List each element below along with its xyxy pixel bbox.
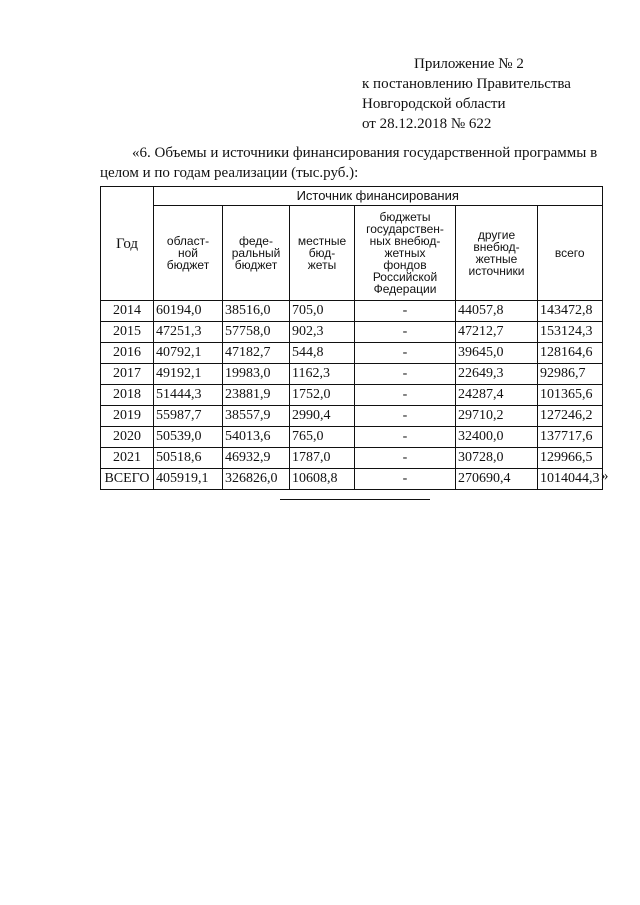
other-sources-cell: 39645,0 [456,343,538,364]
regional-budget-cell: 47251,3 [154,322,223,343]
year-cell: 2017 [101,364,154,385]
local-budgets-cell: 1752,0 [290,385,355,406]
federal-budget-cell: 326826,0 [223,469,290,490]
closing-quote: » [601,468,609,484]
year-cell: 2020 [101,427,154,448]
regional-budget-cell: 51444,3 [154,385,223,406]
year-cell: 2016 [101,343,154,364]
other-sources-cell: 44057,8 [456,301,538,322]
total-cell: 1014044,3 [538,469,603,490]
table-row [101,406,603,427]
regional-budget-cell: 50539,0 [154,427,223,448]
other-sources-header: другие внебюд- жетные источники [456,206,538,301]
year-cell: ВСЕГО [101,469,154,490]
extrabudgetary-funds-header: бюджеты государствен- ных внебюд- жетных фондов Российской Федерации [355,206,456,301]
local-budgets-header: местные бюд- жеты [290,206,355,301]
local-budgets-cell: 1787,0 [290,448,355,469]
year-cell: 2015 [101,322,154,343]
other-sources-cell: 30728,0 [456,448,538,469]
local-budgets-cell: 2990,4 [290,406,355,427]
table-row [101,427,603,448]
table-body [101,301,603,490]
column-header-row [101,206,603,301]
regional-budget-cell: 60194,0 [154,301,223,322]
heading-line-1: «6. Объемы и источники финансирования государственной программы в [132,145,598,161]
table-row [101,301,603,322]
annex-line-region: Новгородской области [362,96,506,112]
other-sources-cell: 29710,2 [456,406,538,427]
federal-budget-cell: 19983,0 [223,364,290,385]
total-cell: 92986,7 [538,364,603,385]
extrabudgetary-funds-cell: - [355,448,456,469]
year-cell: 2021 [101,448,154,469]
federal-budget-cell: 23881,9 [223,385,290,406]
year-cell: 2019 [101,406,154,427]
table-row [101,343,603,364]
total-cell: 143472,8 [538,301,603,322]
federal-budget-cell: 46932,9 [223,448,290,469]
total-cell: 127246,2 [538,406,603,427]
regional-budget-cell: 55987,7 [154,406,223,427]
other-sources-cell: 24287,4 [456,385,538,406]
annex-block [362,54,571,134]
extrabudgetary-funds-cell: - [355,427,456,448]
table-row [101,448,603,469]
table-row [101,364,603,385]
total-header: всего [538,206,603,301]
local-budgets-cell: 705,0 [290,301,355,322]
local-budgets-cell: 544,8 [290,343,355,364]
total-cell: 153124,3 [538,322,603,343]
year-cell: 2018 [101,385,154,406]
extrabudgetary-funds-cell: - [355,301,456,322]
total-cell: 137717,6 [538,427,603,448]
total-row [101,469,603,490]
table-row [101,322,603,343]
year-cell: 2014 [101,301,154,322]
extrabudgetary-funds-cell: - [355,385,456,406]
signature-rule [280,499,430,500]
source-group-header: Источник финансирования [154,187,603,206]
regional-budget-cell: 40792,1 [154,343,223,364]
other-sources-cell: 47212,7 [456,322,538,343]
local-budgets-cell: 902,3 [290,322,355,343]
federal-budget-cell: 38516,0 [223,301,290,322]
federal-budget-cell: 54013,6 [223,427,290,448]
local-budgets-cell: 10608,8 [290,469,355,490]
annex-title: Приложение № 2 [414,56,524,72]
federal-budget-cell: 57758,0 [223,322,290,343]
other-sources-cell: 32400,0 [456,427,538,448]
extrabudgetary-funds-cell: - [355,469,456,490]
annex-line-resolution: к постановлению Правительства [362,76,571,92]
federal-budget-header: феде- ральный бюджет [223,206,290,301]
regional-budget-cell: 50518,6 [154,448,223,469]
federal-budget-cell: 47182,7 [223,343,290,364]
financing-table [100,186,603,490]
federal-budget-cell: 38557,9 [223,406,290,427]
local-budgets-cell: 1162,3 [290,364,355,385]
total-cell: 128164,6 [538,343,603,364]
regional-budget-cell: 49192,1 [154,364,223,385]
regional-budget-header: област- ной бюджет [154,206,223,301]
local-budgets-cell: 765,0 [290,427,355,448]
heading-line-2: целом и по годам реализации (тыс.руб.): [100,165,359,181]
table-row [101,385,603,406]
annex-line-date: от 28.12.2018 № 622 [362,116,492,132]
section-heading [100,143,620,183]
extrabudgetary-funds-cell: - [355,406,456,427]
regional-budget-cell: 405919,1 [154,469,223,490]
extrabudgetary-funds-cell: - [355,343,456,364]
extrabudgetary-funds-cell: - [355,364,456,385]
other-sources-cell: 22649,3 [456,364,538,385]
total-cell: 129966,5 [538,448,603,469]
year-column-header: Год [101,187,154,301]
extrabudgetary-funds-cell: - [355,322,456,343]
total-cell: 101365,6 [538,385,603,406]
other-sources-cell: 270690,4 [456,469,538,490]
